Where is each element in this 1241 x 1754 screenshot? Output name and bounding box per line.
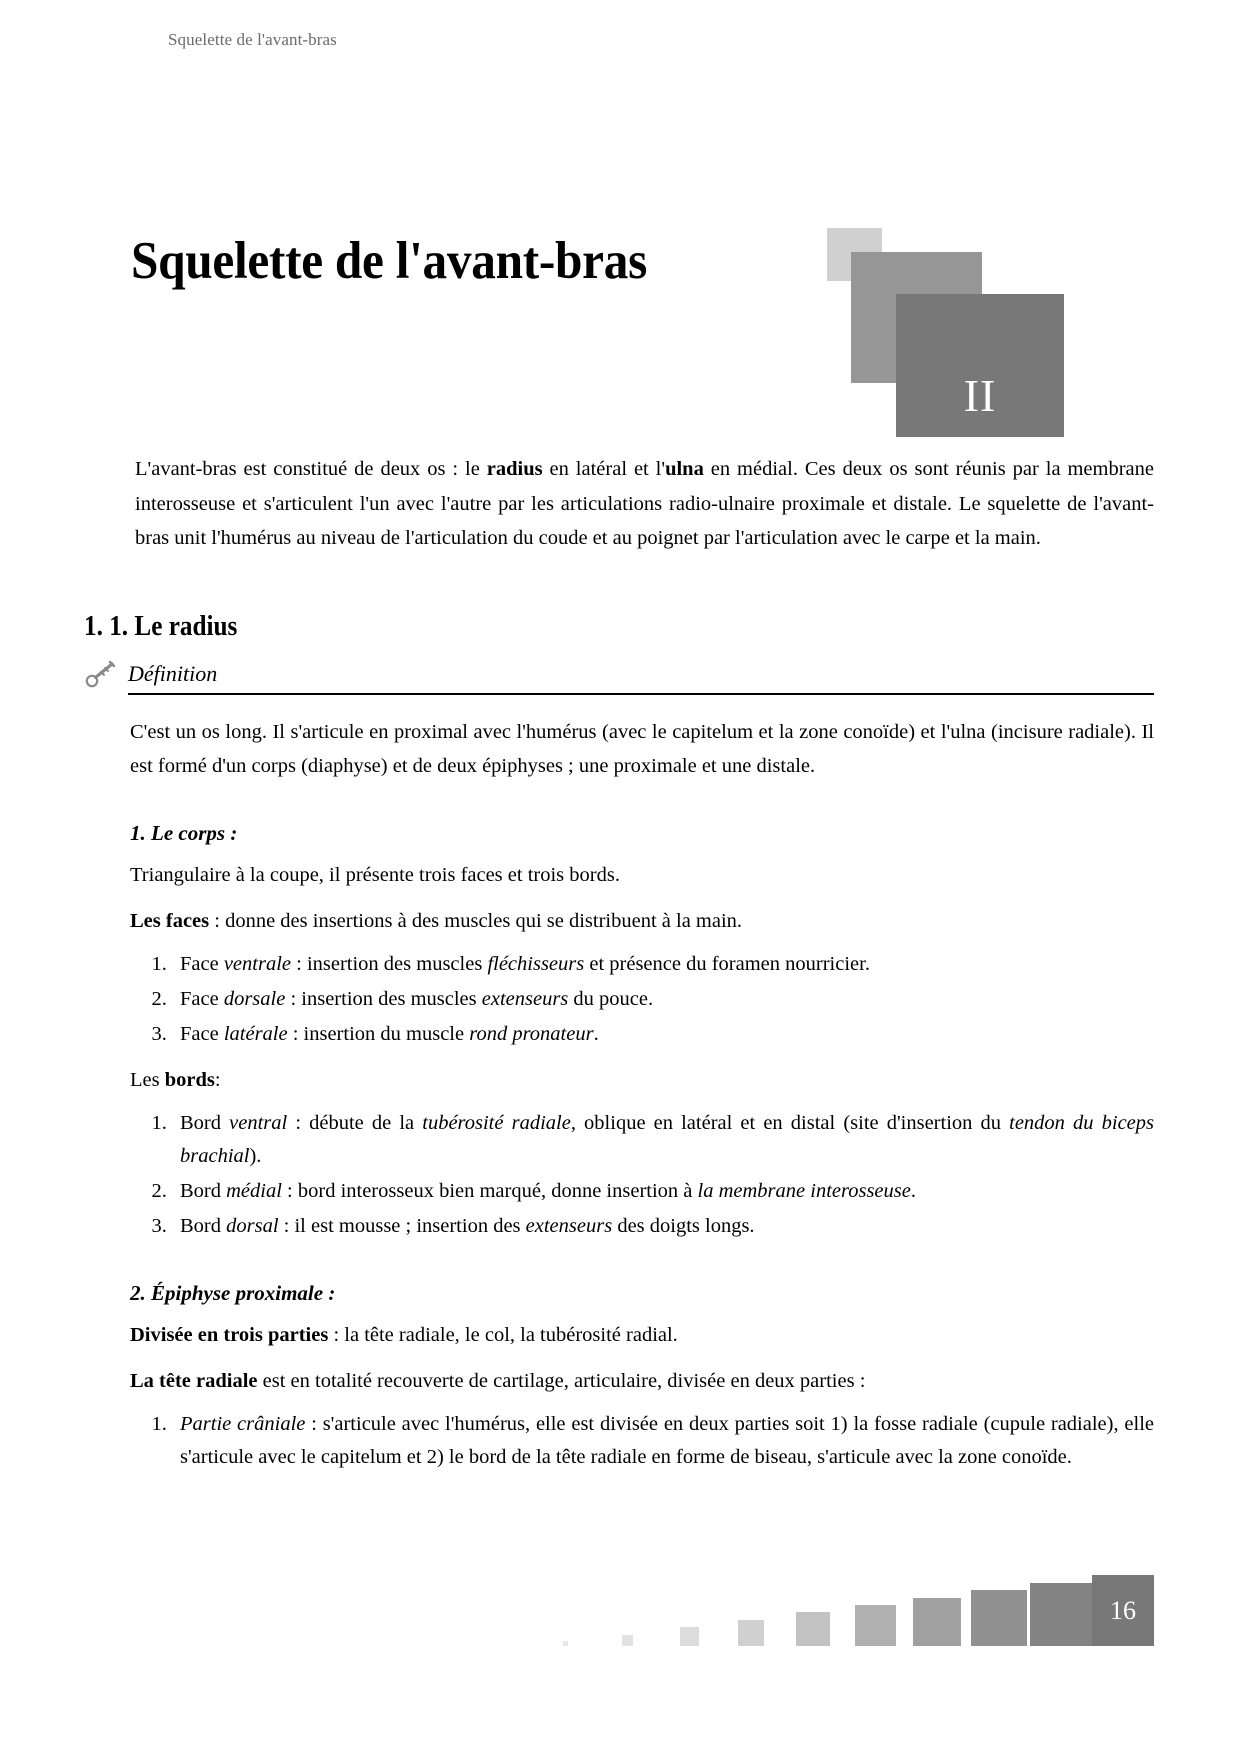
tete-radiale-paragraph: [130, 1364, 1154, 1398]
corps-intro-paragraph: Triangulaire à la coupe, il présente trois faces et trois bords.: [130, 863, 620, 886]
page-footer: [0, 1566, 1241, 1646]
bord-em: médial: [226, 1179, 282, 1202]
footer-square-strip: [534, 1574, 1154, 1646]
faces-lead-bold: Les faces: [130, 909, 210, 932]
list-item: [172, 1107, 1154, 1173]
bord-em2: la membrane interosseuse: [697, 1179, 911, 1202]
face-pre: Face: [180, 1022, 224, 1045]
bord-em2: tubérosité radiale: [422, 1111, 571, 1134]
divisee-bold: Divisée en trois parties: [130, 1323, 329, 1346]
bord-em2: extenseurs: [525, 1214, 613, 1237]
bord-pre: Bord: [180, 1111, 230, 1134]
epiphyse-em: Partie crâniale: [180, 1412, 306, 1435]
epiphyse-post: : s'articule avec l'humérus, elle est divisée en deux parties soit 1) la fosse radiale (cupule radiale), elle s'articule avec le capitelum et 2) le bord de la tête radiale en forme de biseau, s'articule avec la zone conoïde.: [180, 1412, 1154, 1468]
epiphyse-list: [130, 1408, 1154, 1474]
bords-lead-post: :: [214, 1068, 221, 1091]
bords-lead-pre: Les: [130, 1068, 165, 1091]
intro-text-2: en latéral et l': [542, 458, 666, 480]
bord-pre: Bord: [180, 1179, 227, 1202]
subsection-le-corps: 1. Le corps :: [130, 820, 238, 845]
subsection-epiphyse-proximale: 2. Épiphyse proximale :: [130, 1280, 336, 1305]
face-em2: rond pronateur: [469, 1022, 594, 1045]
running-header: Squelette de l'avant-bras: [168, 30, 337, 49]
bord-post3: ).: [249, 1144, 262, 1167]
faces-list: [130, 948, 1154, 1051]
chapter-numeral: II: [963, 370, 997, 421]
bord-em: ventral: [229, 1111, 288, 1134]
list-item: [172, 1018, 1154, 1051]
main-content: [0, 452, 1241, 1476]
faces-lead-rest: : donne des insertions à des muscles qui se distribuent à la main.: [209, 909, 743, 932]
tete-bold: La tête radiale: [130, 1369, 258, 1392]
footer-square: [913, 1598, 961, 1646]
face-pre: Face: [180, 952, 224, 975]
bords-lead-paragraph: [130, 1063, 1154, 1097]
list-item: [172, 948, 1154, 981]
intro-text-1: L'avant-bras est constitué de deux os : le: [135, 458, 487, 480]
bords-list: [130, 1107, 1154, 1243]
bord-post2: , oblique en latéral et en distal (site d'insertion du: [570, 1111, 1010, 1134]
intro-text-3: en médial. Ces deux os sont réunis par la membrane interosseuse et s'articulent l'un avec l'autre par les articulations radio-ulnaire proximale et distale. Le squelette de l'avant-bras unit l'humérus au niveau de l'articulation du coude et au poignet par l'articulation avec le carpe et la main.: [135, 458, 1155, 549]
page-number: 16: [1092, 1575, 1154, 1646]
bord-post2: .: [910, 1179, 916, 1202]
intro-paragraph: [0, 452, 1241, 556]
face-em2: fléchisseurs: [487, 952, 585, 975]
face-post: : insertion du muscle: [287, 1022, 470, 1045]
face-post2: du pouce.: [568, 987, 654, 1010]
face-em2: extenseurs: [481, 987, 569, 1010]
bord-em3: tendon du biceps brachial: [180, 1111, 1155, 1167]
definition-divider: [128, 693, 1154, 695]
divisee-paragraph: [130, 1318, 1154, 1352]
tete-rest: est en totalité recouverte de cartilage, articulaire, divisée en deux parties :: [257, 1369, 866, 1392]
face-em: latérale: [223, 1022, 288, 1045]
face-post: : insertion des muscles: [285, 987, 482, 1010]
list-item: [172, 983, 1154, 1016]
intro-bold-ulna: ulna: [665, 458, 704, 480]
definition-body: C'est un os long. Il s'articule en proximal avec l'humérus (avec le capitelum et la zone conoïde) et l'ulna (incisure radiale). Il est formé d'un corps (diaphyse) et de deux épiphyses ; une proximale et une distale.: [130, 720, 1154, 777]
footer-square: [738, 1620, 764, 1646]
intro-bold-radius: radius: [486, 458, 543, 480]
bord-post: : débute de la: [287, 1111, 423, 1134]
key-icon: [84, 659, 118, 689]
faces-lead-paragraph: [130, 904, 1154, 938]
divisee-rest: : la tête radiale, le col, la tubérosité radial.: [328, 1323, 678, 1346]
footer-square: [563, 1641, 568, 1646]
face-pre: Face: [180, 987, 224, 1010]
list-item: [172, 1210, 1154, 1243]
bords-lead-bold: bords: [164, 1068, 215, 1091]
bord-em: dorsal: [226, 1214, 279, 1237]
face-post: : insertion des muscles: [291, 952, 488, 975]
face-em: dorsale: [223, 987, 286, 1010]
page-title: Squelette de l'avant-bras: [131, 231, 648, 290]
footer-square: [680, 1627, 699, 1646]
footer-square: [796, 1612, 830, 1646]
definition-block: [84, 659, 1154, 695]
face-post2: et présence du foramen nourricier.: [584, 952, 870, 975]
definition-label: Définition: [128, 660, 218, 686]
footer-square: [855, 1605, 896, 1646]
bord-post2: des doigts longs.: [612, 1214, 755, 1237]
bord-post: : bord interosseux bien marqué, donne insertion à: [281, 1179, 698, 1202]
footer-square: [622, 1635, 633, 1646]
face-post2: .: [593, 1022, 599, 1045]
face-em: ventrale: [223, 952, 291, 975]
footer-square: [1030, 1583, 1092, 1646]
bord-post: : il est mousse ; insertion des: [278, 1214, 526, 1237]
list-item: [172, 1175, 1154, 1208]
section-heading-radius: 1. 1. Le radius: [84, 610, 238, 642]
chapter-title-block: [0, 100, 1241, 421]
bord-pre: Bord: [180, 1214, 227, 1237]
definition-header: [84, 659, 1154, 693]
list-item: [172, 1408, 1154, 1474]
footer-square: [971, 1590, 1027, 1646]
